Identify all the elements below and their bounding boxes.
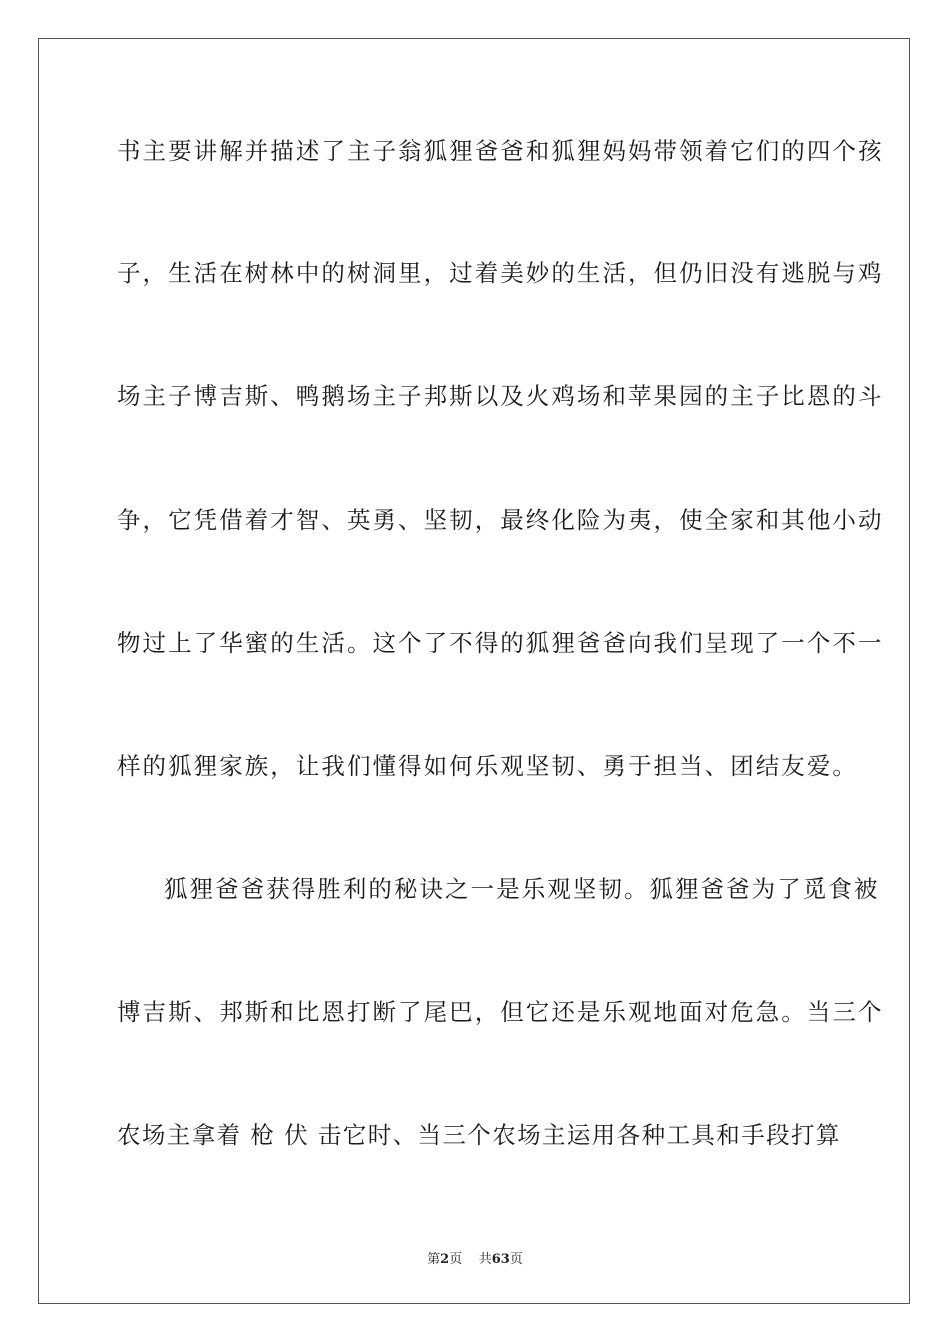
text-line-8: 博吉斯、邦斯和比恩打断了尾巴，但它还是乐观地面对危急。当三个	[117, 998, 884, 1026]
page-prefix: 第	[427, 1252, 441, 1267]
text-line-4: 争，它凭借着才智、英勇、坚韧，最终化险为夷，使全家和其他小动	[117, 506, 884, 534]
total-pages: 63	[491, 1252, 510, 1267]
text-line-3: 场主子博吉斯、鸭鹅场主子邦斯以及火鸡场和苹果园的主子比恩的斗	[117, 382, 884, 410]
text-line-1: 书主要讲解并描述了主子翁狐狸爸爸和狐狸妈妈带领着它们的四个孩	[117, 137, 884, 165]
total-suffix: 页	[509, 1252, 523, 1267]
total-prefix: 共	[478, 1252, 492, 1267]
text-line-6: 样的狐狸家族，让我们懂得如何乐观坚韧、勇于担当、团结友爱。	[117, 752, 858, 780]
page-suffix: 页	[449, 1252, 463, 1267]
page-number: 2	[440, 1252, 450, 1267]
text-line-2: 子，生活在树林中的树洞里，过着美妙的生活，但仍旧没有逃脱与鸡	[117, 259, 884, 287]
text-line-9: 农场主拿着 枪 伏 击它时、当三个农场主运用各种工具和手段打算	[117, 1121, 841, 1149]
text-line-7: 狐狸爸爸获得胜利的秘诀之一是乐观坚韧。狐狸爸爸为了觅食被	[164, 875, 880, 903]
page-border	[38, 38, 910, 1304]
page-footer	[0, 1248, 950, 1267]
text-line-5: 物过上了华蜜的生活。这个了不得的狐狸爸爸向我们呈现了一个不一	[117, 629, 884, 657]
